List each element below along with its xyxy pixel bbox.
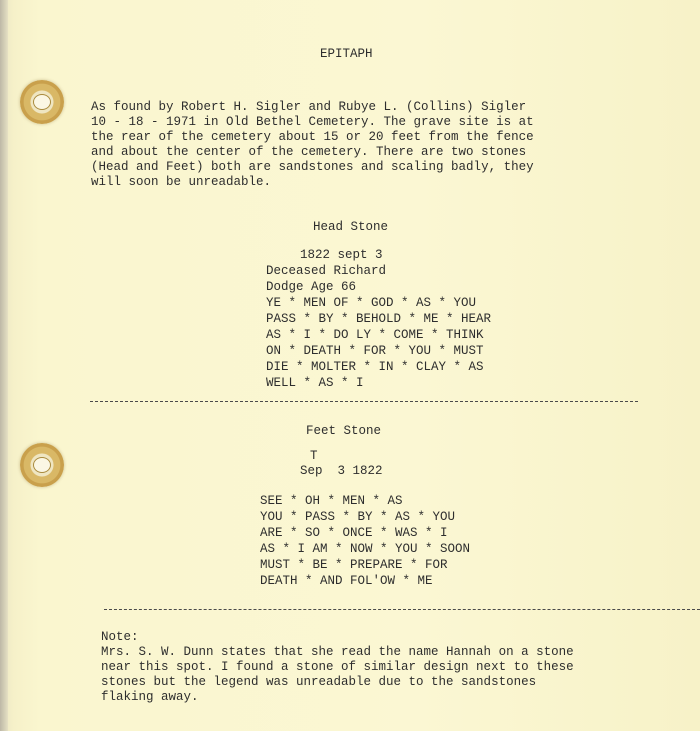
head-stone-line: DIE * MOLTER * IN * CLAY * AS xyxy=(266,360,484,374)
foot-stone-heading: Feet Stone xyxy=(306,424,382,438)
page-title: EPITAPH xyxy=(320,47,373,61)
foot-stone-mark: T xyxy=(310,449,318,463)
note-line: Mrs. S. W. Dunn states that she read the name Hannah on a stone xyxy=(101,645,574,659)
head-stone-line: WELL * AS * I xyxy=(266,376,364,390)
page-edge-shadow xyxy=(0,0,8,731)
note-line: near this spot. I found a stone of similar design next to these xyxy=(101,660,574,674)
head-stone-line: ON * DEATH * FOR * YOU * MUST xyxy=(266,344,484,358)
head-stone-line: PASS * BY * BEHOLD * ME * HEAR xyxy=(266,312,492,326)
dashed-divider xyxy=(104,609,700,610)
intro-line: As found by Robert H. Sigler and Rubye L. (Collins) Sigler xyxy=(91,100,527,114)
intro-line: will soon be unreadable. xyxy=(91,175,272,189)
note-heading: Note: xyxy=(101,630,139,644)
head-stone-line: Deceased Richard xyxy=(266,264,387,278)
foot-stone-line: SEE * OH * MEN * AS xyxy=(260,494,403,508)
head-stone-line: YE * MEN OF * GOD * AS * YOU xyxy=(266,296,477,310)
intro-line: the rear of the cemetery about 15 or 20 feet from the fence xyxy=(91,130,534,144)
punch-hole-top-icon xyxy=(20,80,64,124)
foot-stone-line: MUST * BE * PREPARE * FOR xyxy=(260,558,448,572)
dashed-divider xyxy=(90,401,638,402)
intro-line: 10 - 18 - 1971 in Old Bethel Cemetery. The grave site is at xyxy=(91,115,534,129)
foot-stone-date: Sep 3 1822 xyxy=(300,464,383,478)
head-stone-heading: Head Stone xyxy=(313,220,389,234)
foot-stone-line: AS * I AM * NOW * YOU * SOON xyxy=(260,542,471,556)
note-line: stones but the legend was unreadable due to the sandstones xyxy=(101,675,537,689)
note-line: flaking away. xyxy=(101,690,199,704)
foot-stone-line: DEATH * AND FOL'OW * ME xyxy=(260,574,433,588)
foot-stone-line: YOU * PASS * BY * AS * YOU xyxy=(260,510,456,524)
head-stone-line: Dodge Age 66 xyxy=(266,280,357,294)
intro-line: and about the center of the cemetery. There are two stones xyxy=(91,145,527,159)
intro-line: (Head and Feet) both are sandstones and scaling badly, they xyxy=(91,160,534,174)
head-stone-line: AS * I * DO LY * COME * THINK xyxy=(266,328,484,342)
head-stone-line: 1822 sept 3 xyxy=(300,248,383,262)
punch-hole-bottom-icon xyxy=(20,443,64,487)
foot-stone-line: ARE * SO * ONCE * WAS * I xyxy=(260,526,448,540)
